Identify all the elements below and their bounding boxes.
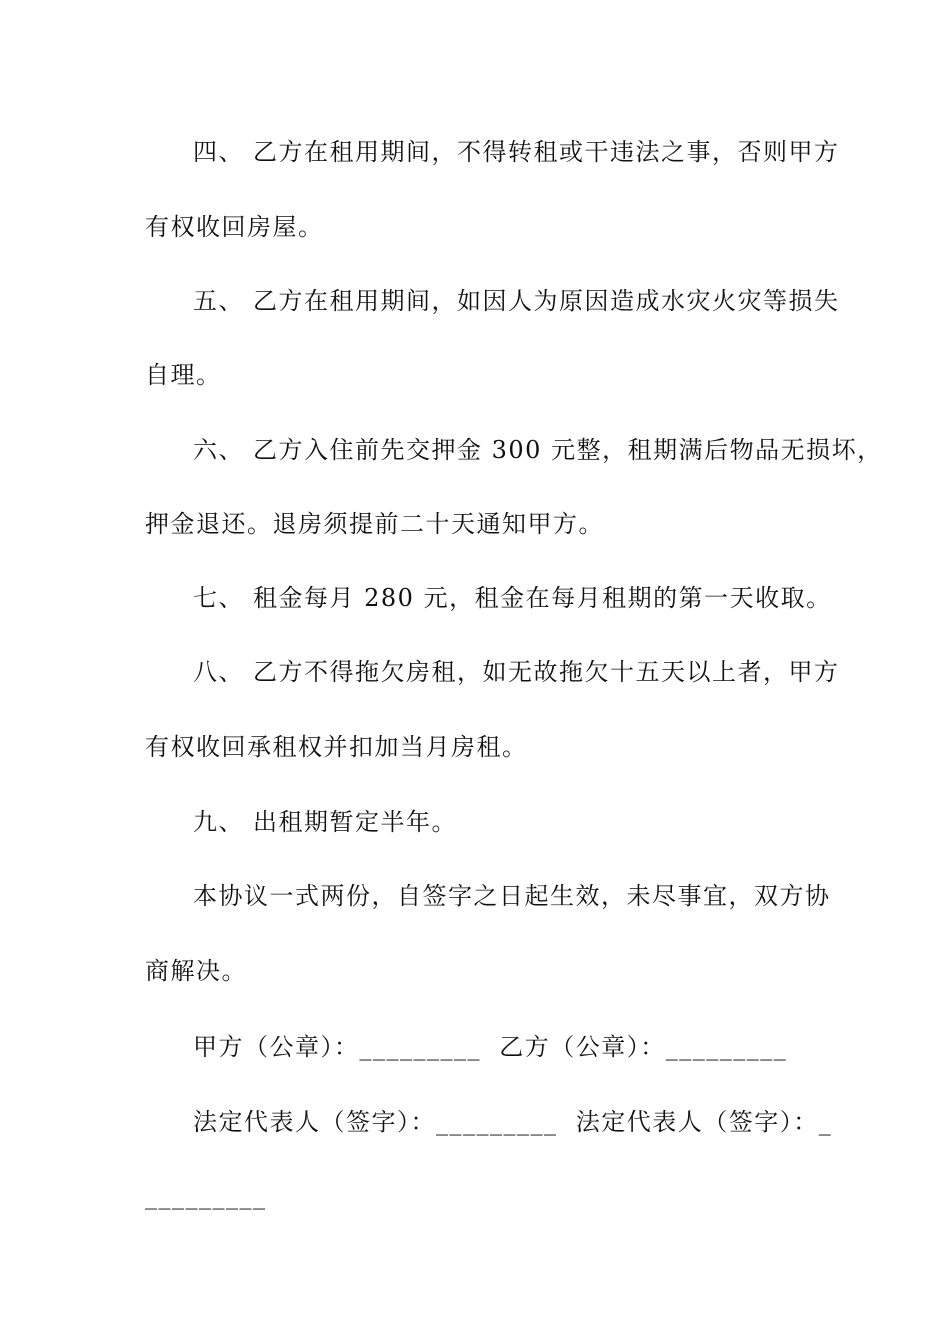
clause-9-number: 九、 (193, 808, 244, 836)
clause-4-line-1 (193, 136, 840, 168)
clause-7-text: 租金每月 280 元，租金在每月租期的第一天收取。 (253, 584, 832, 612)
clause-5-number: 五、 (193, 287, 244, 315)
clause-7-line-1 (193, 582, 832, 614)
seal-line: 甲方（公章）：_________ 乙方（公章）：_________ (193, 1033, 788, 1061)
clause-9-text: 出租期暂定半年。 (253, 808, 457, 836)
clause-6-text: 乙方入住前先交押金 300 元整，租期满后物品无损坏， (253, 436, 883, 464)
clause-6-number: 六、 (193, 436, 244, 464)
clause-8-text: 乙方不得拖欠房租，如无故拖欠十五天以上者，甲方 (253, 658, 840, 686)
closing-line-1: 本协议一式两份，自签字之日起生效，未尽事宜，双方协 (193, 882, 831, 910)
clause-6-line-1 (193, 434, 883, 466)
clause-4-number: 四、 (193, 138, 244, 166)
clause-5-line-2: 自理。 (145, 361, 222, 389)
closing-line-2: 商解决。 (145, 957, 247, 985)
clause-5-line-1 (193, 285, 840, 317)
clause-4-line-2: 有权收回房屋。 (145, 213, 324, 241)
clause-8-line-1 (193, 656, 840, 688)
representative-signature-line: 法定代表人（签字）：_________ 法定代表人（签字）：_ (193, 1108, 833, 1136)
clause-8-number: 八、 (193, 658, 244, 686)
clause-4-text: 乙方在租用期间，不得转租或干违法之事，否则甲方 (253, 138, 840, 166)
representative-signature-continuation: _________ (145, 1182, 267, 1210)
clause-7-number: 七、 (193, 584, 244, 612)
clause-6-line-2: 押金退还。退房须提前二十天通知甲方。 (145, 510, 604, 538)
clause-5-text: 乙方在租用期间，如因人为原因造成水灾火灾等损失 (253, 287, 840, 315)
clause-8-line-2: 有权收回承租权并扣加当月房租。 (145, 733, 528, 761)
clause-9-line-1 (193, 806, 457, 838)
